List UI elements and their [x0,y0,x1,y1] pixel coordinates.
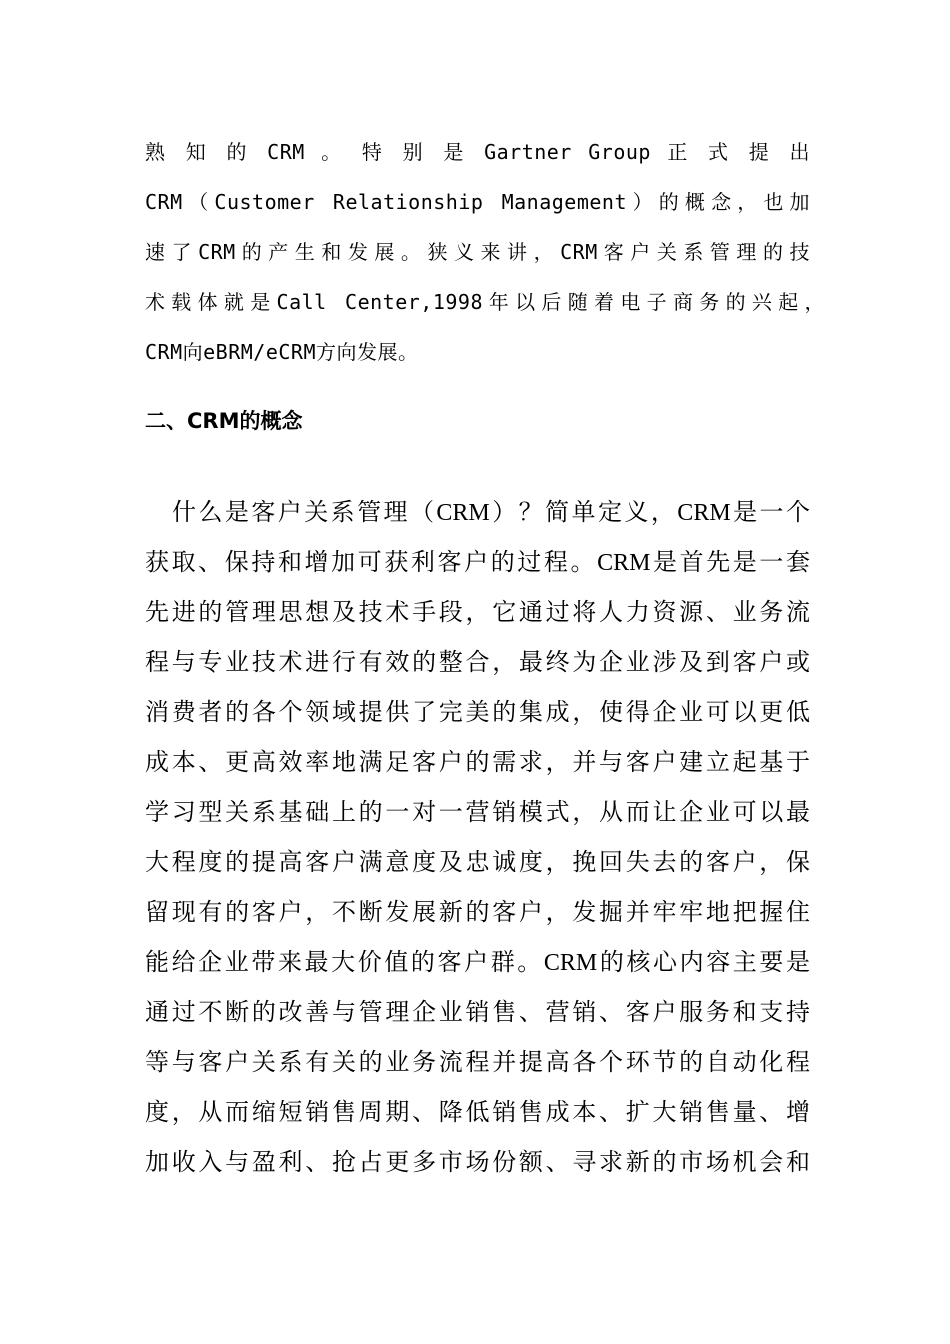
paragraph-2-line-14: 加收入与盈利、抢占更多市场份额、寻求新的市场机会和 [145,1150,810,1176]
section-heading: 二、CRM的概念 [145,409,303,433]
paragraph-1-line-4: 术载体就是Call Center,1998年以后随着电子商务的兴起， [145,290,825,314]
paragraph-2-line-2: 获取、保持和增加可获利客户的过程。CRM是首先是一套 [145,550,810,576]
paragraph-2-line-9: 留现有的客户，不断发展新的客户，发掘并牢牢地把握住 [145,900,810,926]
paragraph-2-line-4: 程与专业技术进行有效的整合，最终为企业涉及到客户或 [145,650,810,676]
paragraph-1-line-5: CRM向eBRM/eCRM方向发展。 [145,340,419,364]
paragraph-2-line-5: 消费者的各个领域提供了完美的集成，使得企业可以更低 [145,700,810,726]
paragraph-2-line-11: 通过不断的改善与管理企业销售、营销、客户服务和支持 [145,1000,810,1026]
paragraph-2-line-1: 什么是客户关系管理（CRM）？简单定义，CRM是一个 [172,500,810,526]
paragraph-2-line-13: 度，从而缩短销售周期、降低销售成本、扩大销售量、增 [145,1100,810,1126]
paragraph-2-line-10: 能给企业带来最大价值的客户群。CRM的核心内容主要是 [145,950,810,976]
paragraph-2-line-3: 先进的管理思想及技术手段，它通过将人力资源、业务流 [145,600,810,626]
paragraph-2-line-12: 等与客户关系有关的业务流程并提高各个环节的自动化程 [145,1050,810,1076]
paragraph-2-line-7: 学习型关系基础上的一对一营销模式，从而让企业可以最 [145,800,810,826]
paragraph-1-line-1: 熟 知 的 CRM 。 特 别 是 Gartner Group 正 式 提 出 [145,140,810,164]
paragraph-1-line-3: 速了CRM的产生和发展。狭义来讲，CRM客户关系管理的技 [145,240,810,264]
paragraph-1-line-2: CRM（Customer Relationship Management）的概念，也加 [145,190,810,214]
paragraph-2-line-6: 成本、更高效率地满足客户的需求，并与客户建立起基于 [145,750,810,776]
paragraph-2-line-8: 大程度的提高客户满意度及忠诚度，挽回失去的客户，保 [145,850,810,876]
